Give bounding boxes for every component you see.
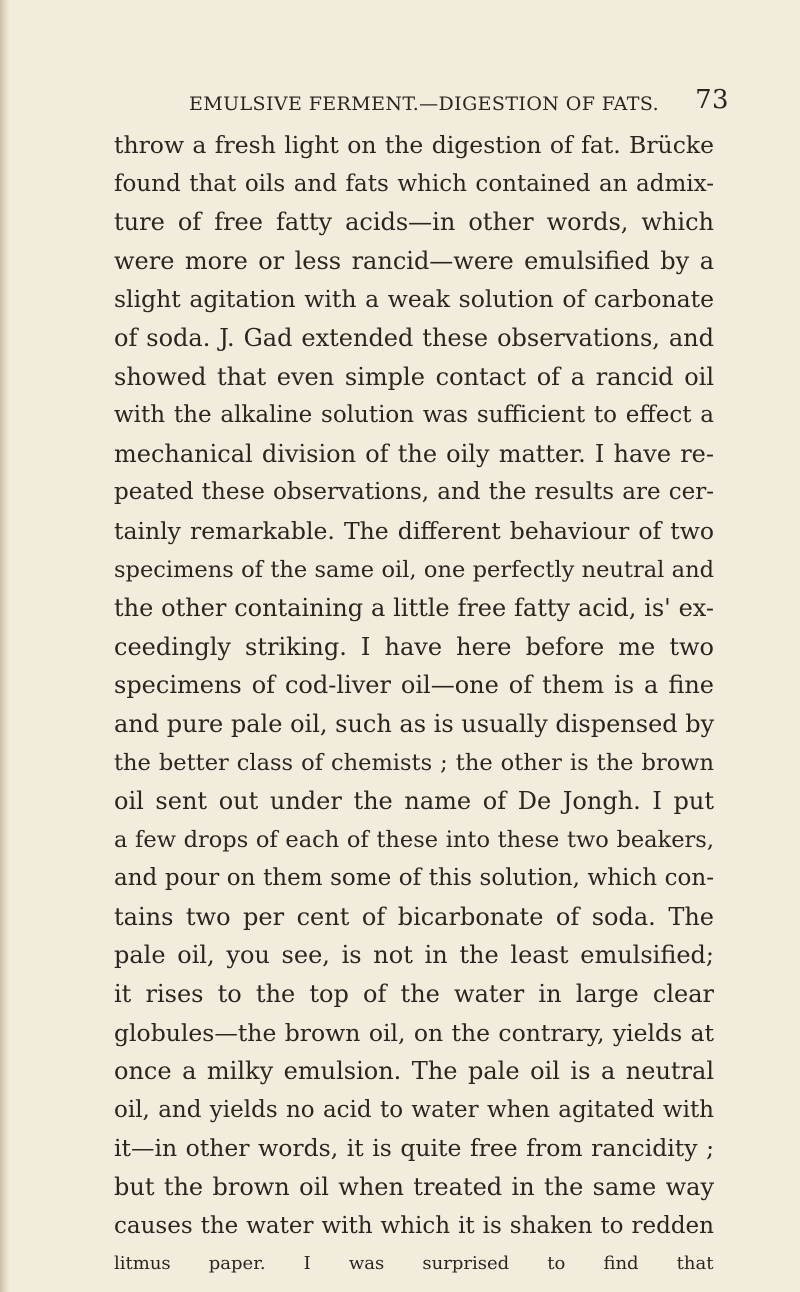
text-line: it—in other words, it is quite free from rancidity ; (114, 1134, 714, 1163)
page-edge-shadow (0, 0, 10, 1292)
text-line: litmus paper. I was surprised to find that (114, 1253, 714, 1275)
text-line: of soda. J. Gad extended these observations, and (114, 323, 714, 352)
running-head (189, 86, 729, 122)
text-line: mechanical division of the oily matter. I have re- (114, 439, 714, 468)
text-line: showed that even simple contact of a rancid oil (114, 362, 714, 391)
text-line: pale oil, you see, is not in the least emulsified; (114, 941, 714, 970)
text-line: tainly remarkable. The different behaviour of two (114, 516, 714, 545)
text-line: and pure pale oil, such as is usually dispensed by (114, 709, 715, 738)
text-line: ceedingly striking. I have here before me two (114, 632, 714, 661)
text-line: the other containing a little free fatty acid, is' ex- (114, 594, 714, 623)
text-line: specimens of the same oil, one perfectly neutral and (114, 556, 714, 583)
text-line: tains two per cent of bicarbonate of soda. The (114, 902, 714, 931)
text-line: a few drops of each of these into these two beakers, (114, 826, 714, 853)
text-line: with the alkaline solution was sufficient to effect a (114, 402, 714, 429)
text-line: found that oils and fats which contained an admix- (114, 170, 714, 197)
text-line: oil sent out under the name of De Jongh. I put (114, 787, 714, 816)
text-line: peated these observations, and the results are cer- (114, 479, 714, 506)
text-line: once a milky emulsion. The pale oil is a neutral (114, 1057, 714, 1086)
text-line: ture of free fatty acids—in other words, which (114, 208, 714, 237)
text-line: specimens of cod-liver oil—one of them is a fine (114, 671, 714, 700)
text-line: it rises to the top of the water in large clear (114, 980, 714, 1009)
text-line: globules—the brown oil, on the contrary, yields at (114, 1018, 714, 1047)
text-line: the better class of chemists ; the other is the brown (114, 749, 714, 776)
page-number: 73 (695, 85, 729, 115)
running-title: EMULSIVE FERMENT.—DIGESTION OF FATS. (189, 93, 660, 115)
text-line: slight agitation with a weak solution of carbonate (114, 285, 714, 314)
text-line: throw a fresh light on the digestion of fat. Brücke (114, 131, 714, 159)
text-line: oil, and yields no acid to water when agitated with (114, 1096, 714, 1123)
text-line: were more or less rancid—were emulsified by a (114, 246, 714, 275)
text-line: causes the water with which it is shaken to redden (114, 1212, 714, 1239)
text-line: and pour on them some of this solution, which con- (114, 865, 714, 892)
body-text (114, 126, 714, 1284)
text-line: but the brown oil when treated in the same way (114, 1173, 714, 1202)
